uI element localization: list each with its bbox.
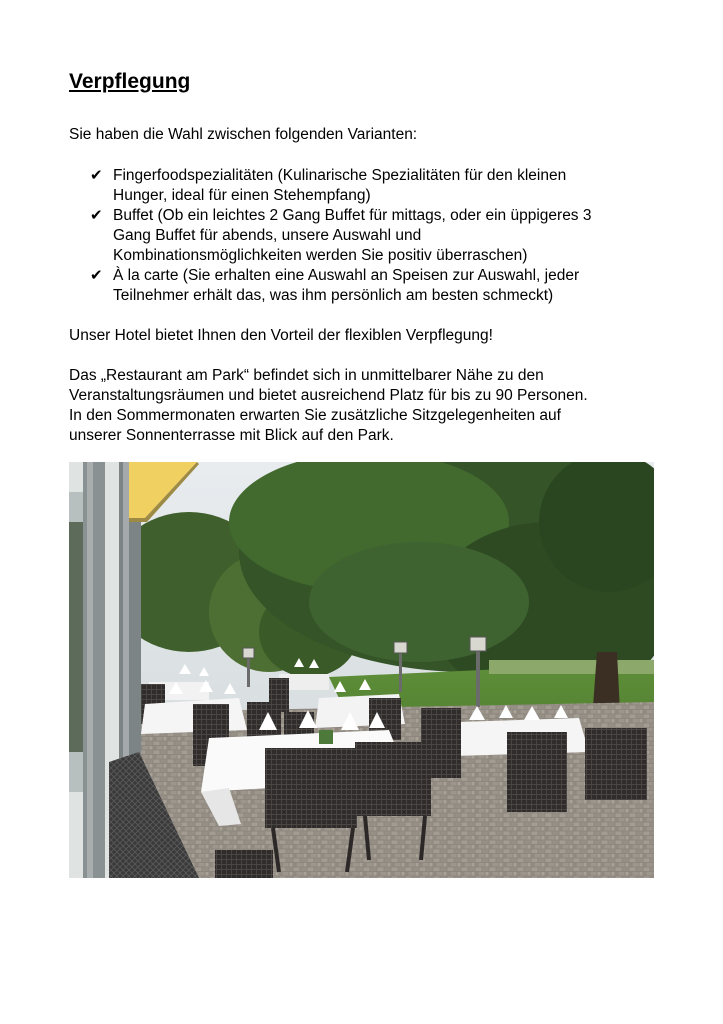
intro-text: Sie haben die Wahl zwischen folgenden Varianten: [69, 126, 418, 143]
list-item-line: Kombinationsmöglichkeiten werden Sie positiv überraschen) [113, 247, 528, 264]
list-item-line: Fingerfoodspezialitäten (Kulinarische Spezialitäten für den kleinen [113, 167, 567, 184]
list-item-a-la-carte [90, 266, 660, 306]
restaurant-line: In den Sommermonaten erwarten Sie zusätzliche Sitzgelegenheiten auf [69, 407, 561, 424]
variants-list [90, 166, 660, 306]
list-item-line: Buffet (Ob ein leichtes 2 Gang Buffet für mittags, oder ein üppigeres 3 [113, 207, 592, 224]
restaurant-line: Das „Restaurant am Park“ befindet sich in unmittelbarer Nähe zu den [69, 367, 544, 384]
terrace-photo [69, 462, 654, 878]
list-item-line: Hunger, ideal für einen Stehempfang) [113, 187, 371, 204]
list-item-line: Gang Buffet für abends, unsere Auswahl und [113, 227, 422, 244]
restaurant-line: Veranstaltungsräumen und bietet ausreichend Platz für bis zu 90 Personen. [69, 387, 588, 404]
list-item-line: À la carte (Sie erhalten eine Auswahl an Speisen zur Auswahl, jeder [113, 267, 580, 284]
list-item-fingerfood [90, 166, 660, 206]
checkmark-icon: ✔ [90, 207, 103, 224]
checkmark-icon: ✔ [90, 267, 103, 284]
restaurant-line: unserer Sonnenterrasse mit Blick auf den Park. [69, 427, 394, 444]
page-title: Verpflegung [69, 70, 191, 93]
list-item-buffet [90, 206, 660, 266]
flexible-catering-text: Unser Hotel bietet Ihnen den Vorteil der flexiblen Verpflegung! [69, 327, 493, 344]
list-item-line: Teilnehmer erhält das, was ihm persönlich am besten schmeckt) [113, 287, 554, 304]
checkmark-icon: ✔ [90, 167, 103, 184]
restaurant-description [69, 366, 669, 446]
